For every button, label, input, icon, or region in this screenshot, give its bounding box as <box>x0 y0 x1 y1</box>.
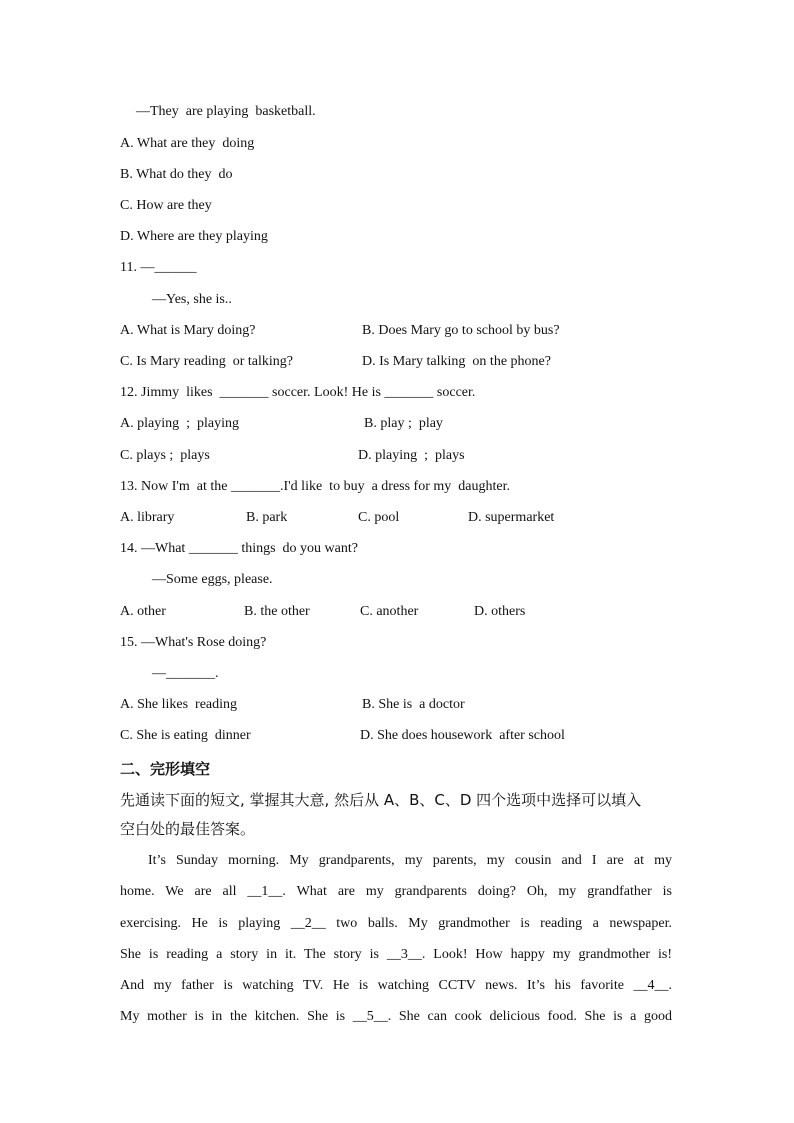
q15-stem: 15. —What's Rose doing? <box>120 635 267 650</box>
q14-option-b: B. the other <box>244 604 310 619</box>
section-instruction-line-2: 空白处的最佳答案。 <box>120 820 256 838</box>
q14-option-a: A. other <box>120 604 166 619</box>
passage-line-4: She is reading a story in it. The story is __3__. Look! How happy my grandmother is! <box>120 947 672 962</box>
q14-option-d: D. others <box>474 604 526 619</box>
q11-stem: 11. —______ <box>120 260 197 275</box>
q10-answer-line: —They are playing basketball. <box>136 104 316 119</box>
q13-option-d: D. supermarket <box>468 510 555 525</box>
q12-option-d: D. playing ; plays <box>358 448 465 463</box>
q15-reply: —_______. <box>152 666 219 681</box>
q13-stem: 13. Now I'm at the _______.I'd like to buy a dress for my daughter. <box>120 479 510 494</box>
section-instruction-line-1: 先通读下面的短文, 掌握其大意, 然后从 A、B、C、D 四个选项中选择可以填入 <box>120 791 642 809</box>
q11-reply: —Yes, she is.. <box>152 292 232 307</box>
passage-line-1: It’s Sunday morning. My grandparents, my parents, my cousin and I are at my <box>148 853 672 868</box>
q15-option-c: C. She is eating dinner <box>120 728 251 743</box>
q13-option-a: A. library <box>120 510 175 525</box>
q12-stem: 12. Jimmy likes _______ soccer. Look! He is _______ soccer. <box>120 385 476 400</box>
q11-option-b: B. Does Mary go to school by bus? <box>362 323 560 338</box>
passage-line-3: exercising. He is playing __2__ two balls. My grandmother is reading a newspaper. <box>120 916 672 931</box>
q14-stem: 14. —What _______ things do you want? <box>120 541 358 556</box>
q14-reply: —Some eggs, please. <box>152 572 273 587</box>
q10-option-a: A. What are they doing <box>120 136 255 151</box>
q15-option-d: D. She does housework after school <box>360 728 565 743</box>
q12-option-b: B. play ; play <box>364 416 443 431</box>
q14-option-c: C. another <box>360 604 419 619</box>
passage-line-2: home. We are all __1__. What are my grandparents doing? Oh, my grandfather is <box>120 884 672 899</box>
passage-line-5: And my father is watching TV. He is watching CCTV news. It’s his favorite __4__. <box>120 978 672 993</box>
q11-option-d: D. Is Mary talking on the phone? <box>362 354 551 369</box>
q10-option-d: D. Where are they playing <box>120 229 268 244</box>
q15-option-a: A. She likes reading <box>120 697 238 712</box>
q11-option-c: C. Is Mary reading or talking? <box>120 354 294 369</box>
section-heading: 二、完形填空 <box>120 760 211 778</box>
passage-line-6: My mother is in the kitchen. She is __5__. She can cook delicious food. She is a good <box>120 1009 672 1024</box>
q13-option-b: B. park <box>246 510 288 525</box>
q13-option-c: C. pool <box>358 510 400 525</box>
q12-option-a: A. playing ; playing <box>120 416 239 431</box>
q10-option-c: C. How are they <box>120 198 212 213</box>
q15-option-b: B. She is a doctor <box>362 697 465 712</box>
q12-option-c: C. plays ; plays <box>120 448 210 463</box>
q11-option-a: A. What is Mary doing? <box>120 323 256 338</box>
q10-option-b: B. What do they do <box>120 167 233 182</box>
